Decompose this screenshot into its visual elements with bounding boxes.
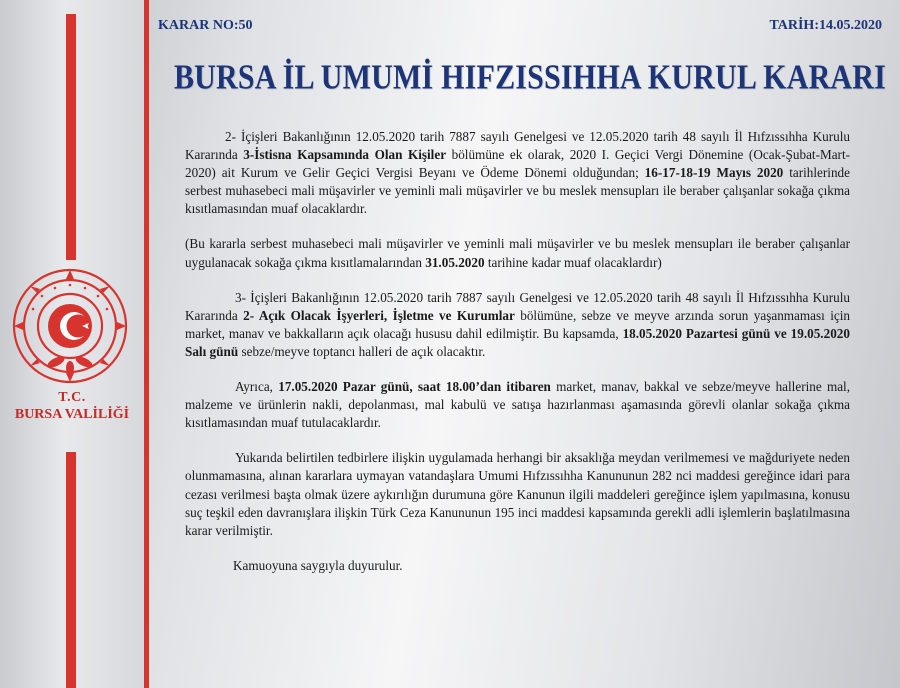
paragraph-3 (185, 289, 850, 361)
paragraph-text: tarihine kadar muaf olacaklardır) (484, 254, 662, 270)
paragraph-2 (185, 128, 850, 218)
paragraph-sanctions (185, 449, 850, 539)
sidebar-divider (144, 0, 149, 688)
paragraph-bold: 17.05.2020 Pazar günü, saat 18.00’dan itibaren (278, 379, 551, 395)
sidebar-red-bar-top (66, 14, 76, 260)
paragraph-ayrica (185, 378, 850, 432)
karar-date: TARİH:14.05.2020 (769, 18, 882, 33)
paragraph-bold: 3-İstisna Kapsamında Olan Kişiler (243, 147, 447, 163)
closing-statement: Kamuoyuna saygıyla duyurulur. (233, 557, 403, 573)
sidebar (0, 0, 144, 688)
tc-label: T.C. (58, 390, 86, 405)
bursa-valiligi-label: BURSA VALİLİĞİ (14, 407, 130, 422)
paragraph-text: bölümüne ek olarak, 2020 I. Geçici Vergi Dönemine (Ocak-Şubat-Mart-2020) ait Kurum ve Gelir Geçici Vergisi Beyanı ve Ödeme Dönemi olduğundan; (185, 147, 850, 181)
paragraph-bold: 18.05.2020 Pazartesi günü ve 19.05.2020 Salı günü (185, 325, 850, 359)
paragraph-text: 3- İçişleri Bakanlığının 12.05.2020 tarih 7887 sayılı Genelgesi ve 12.05.2020 tarih 48 sayılı İl Hıfzıssıhha Kurulu Kararında (185, 289, 850, 323)
decision-body (185, 128, 850, 592)
paragraph-text: Ayrıca, (235, 379, 279, 395)
paragraph-bold: 2- Açık Olacak İşyerleri, İşletme ve Kurumlar (243, 307, 515, 323)
paragraph-text: sebze/meyve toptancı halleri de açık olacaktır. (238, 343, 486, 359)
bursa-valiligi-emblem-icon (10, 266, 130, 386)
paragraph-text: tarihlerinde serbest muhasebeci mali müşavirler ve yeminli mali müşavirler ve bu meslek mensupları ile beraber çalışanlar sokağa çıkma kısıtlamasından muaf olacaklardır. (185, 165, 850, 217)
paragraph-text: 2- İçişleri Bakanlığının 12.05.2020 tarih 7887 sayılı Genelgesi ve 12.05.2020 tarih 48 sayılı İl Hıfzıssıhha Kurulu Kararında (185, 129, 850, 163)
paragraph-text: bölümüne, sebze ve meyve arzında sorun yaşanmaması için market, manav ve bakkalların açık olacağı hususu dahil edilmiştir. Bu kapsamda, (185, 307, 850, 341)
paragraph-text: Yukarıda belirtilen tedbirlere ilişkin uygulamada herhangi bir aksaklığa meydan verilmemesi ve mağduriyete neden olunmamasına, alınan kararlara uymayan vatandaşlara Umumi Hıfzıssıhha Kanununun 282 nci maddesi gereğince idari para cezası verilmesi başta olmak üzere aykırılığın durumuna göre Kanunun ilgili maddeleri gereğince işlem yapılmasına, konusu suç teşkil eden davranışlara ilişkin Türk Ceza Kanununun 195 inci maddesi kapsamında gerekli adli işlemlerin başlatılmasına karar verilmiştir. (185, 450, 850, 538)
paragraph-text: (Bu kararla serbest muhasebeci mali müşavirler ve yeminli mali müşavirler ve bu meslek mensupları ile beraber çalışanlar uygulanacak sokağa çıkma kısıtlamalarından (185, 236, 850, 270)
paragraph-bold: 16-17-18-19 Mayıs 2020 (644, 165, 784, 181)
sidebar-red-bar-bottom (66, 452, 76, 688)
paragraph-note (185, 235, 850, 271)
page-title: BURSA İL UMUMİ HIFZISSIHHA KURUL KARARI (173, 58, 887, 97)
karar-number: KARAR NO:50 (158, 18, 253, 33)
paragraph-text: market, manav, bakkal ve sebze/meyve hallerine mal, malzeme ve ürünlerin nakli, depolanması, mal kabulü ve satışa hazırlanması aşamasında görevli olanlar sokağa çıkma kısıtlamasından muaf tutulacaklardır. (185, 379, 851, 431)
paragraph-bold: 31.05.2020 (425, 254, 485, 270)
